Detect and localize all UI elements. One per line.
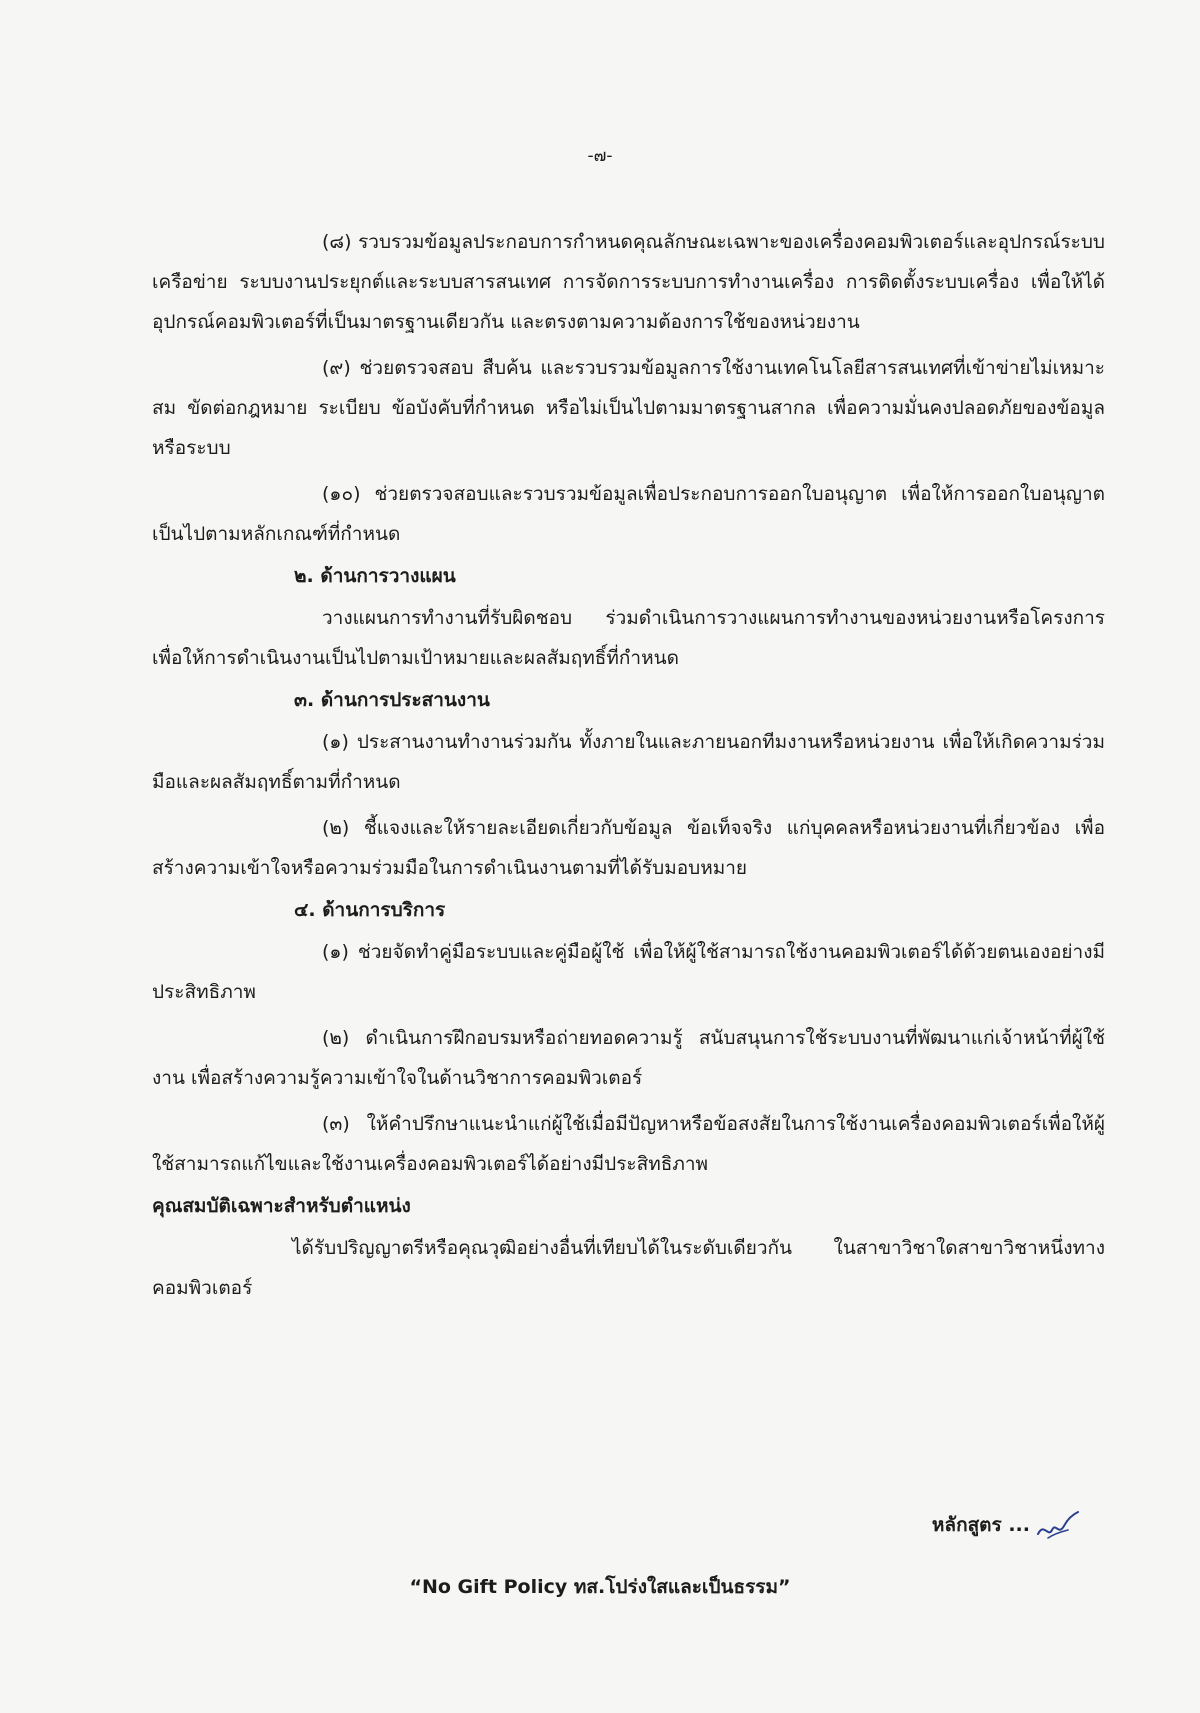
qualification-heading: คุณสมบัติเฉพาะสำหรับตำแหน่ง [152, 1195, 411, 1217]
planning-heading: ๒. ด้านการวางแผน [294, 565, 456, 587]
initials-signature-icon [1034, 1508, 1080, 1542]
continue-note [932, 1508, 1080, 1542]
service-item-3: (๓) ให้คำปรึกษาแนะนำแก่ผู้ใช้เมื่อมีปัญหาหรือข้อสงสัยในการใช้งานเครื่องคอมพิวเตอร์เพื่อให้ผู้ใช้สามารถแก้ไขและใช้งานเครื่องคอมพิวเตอร์ได้อย่างมีประสิทธิภาพ [152, 1113, 1105, 1175]
duty-item-10: (๑๐) ช่วยตรวจสอบและรวบรวมข้อมูลเพื่อประกอบการออกใบอนุญาต เพื่อให้การออกใบอนุญาตเป็นไปตามหลักเกณฑ์ที่กำหนด [152, 483, 1105, 545]
footer-slogan: “No Gift Policy ทส.โปร่งใสและเป็นธรรม” [409, 1576, 791, 1598]
continue-note-text: หลักสูตร ... [931, 1514, 1030, 1536]
duty-item-9: (๙) ช่วยตรวจสอบ สืบค้น และรวบรวมข้อมูลการใช้งานเทคโนโลยีสารสนเทศที่เข้าข่ายไม่เหมาะสม ขัดต่อกฎหมาย ระเบียบ ข้อบังคับที่กำหนด หรือไม่เป็นไปตามมาตรฐานสากล เพื่อความมั่นคงปลอดภัยของข้อมูลหรือระบบ [152, 357, 1105, 459]
service-heading: ๔. ด้านการบริการ [294, 899, 446, 921]
service-item-2: (๒) ดำเนินการฝึกอบรมหรือถ่ายทอดความรู้ สนับสนุนการใช้ระบบงานที่พัฒนาแก่เจ้าหน้าที่ผู้ใช้งาน เพื่อสร้างความรู้ความเข้าใจในด้านวิชาการคอมพิวเตอร์ [152, 1027, 1105, 1089]
duty-item-8: (๘) รวบรวมข้อมูลประกอบการกำหนดคุณลักษณะเฉพาะของเครื่องคอมพิวเตอร์และอุปกรณ์ระบบเครือข่าย ระบบงานประยุกต์และระบบสารสนเทศ การจัดการระบบการทำงานเครื่อง การติดตั้งระบบเครื่อง เพื่อให้ได้อุปกรณ์คอมพิวเตอร์ที่เป็นมาตรฐานเดียวกัน และตรงตามความต้องการใช้ของหน่วยงาน [152, 231, 1105, 333]
planning-text: วางแผนการทำงานที่รับผิดชอบ ร่วมดำเนินการวางแผนการทำงานของหน่วยงานหรือโครงการ เพื่อให้การดำเนินงานเป็นไปตามเป้าหมายและผลสัมฤทธิ์ที่กำหนด [152, 607, 1105, 669]
qualification-text: ได้รับปริญญาตรีหรือคุณวุฒิอย่างอื่นที่เทียบได้ในระดับเดียวกัน ในสาขาวิชาใดสาขาวิชาหนึ่งทางคอมพิวเตอร์ [152, 1237, 1105, 1299]
coordination-item-2: (๒) ชี้แจงและให้รายละเอียดเกี่ยวกับข้อมูล ข้อเท็จจริง แก่บุคคลหรือหน่วยงานที่เกี่ยวข้อง เพื่อสร้างความเข้าใจหรือความร่วมมือในการดำเนินงานตามที่ได้รับมอบหมาย [152, 817, 1105, 879]
document-body [152, 222, 1105, 1310]
coordination-heading: ๓. ด้านการประสานงาน [294, 689, 490, 711]
coordination-item-1: (๑) ประสานงานทำงานร่วมกัน ทั้งภายในและภายนอกทีมงานหรือหน่วยงาน เพื่อให้เกิดความร่วมมือและผลสัมฤทธิ์ตามที่กำหนด [152, 731, 1105, 793]
service-item-1: (๑) ช่วยจัดทำคู่มือระบบและคู่มือผู้ใช้ เพื่อให้ผู้ใช้สามารถใช้งานคอมพิวเตอร์ได้ด้วยตนเองอย่างมีประสิทธิภาพ [152, 941, 1105, 1003]
page-number: -๗- [587, 146, 613, 166]
